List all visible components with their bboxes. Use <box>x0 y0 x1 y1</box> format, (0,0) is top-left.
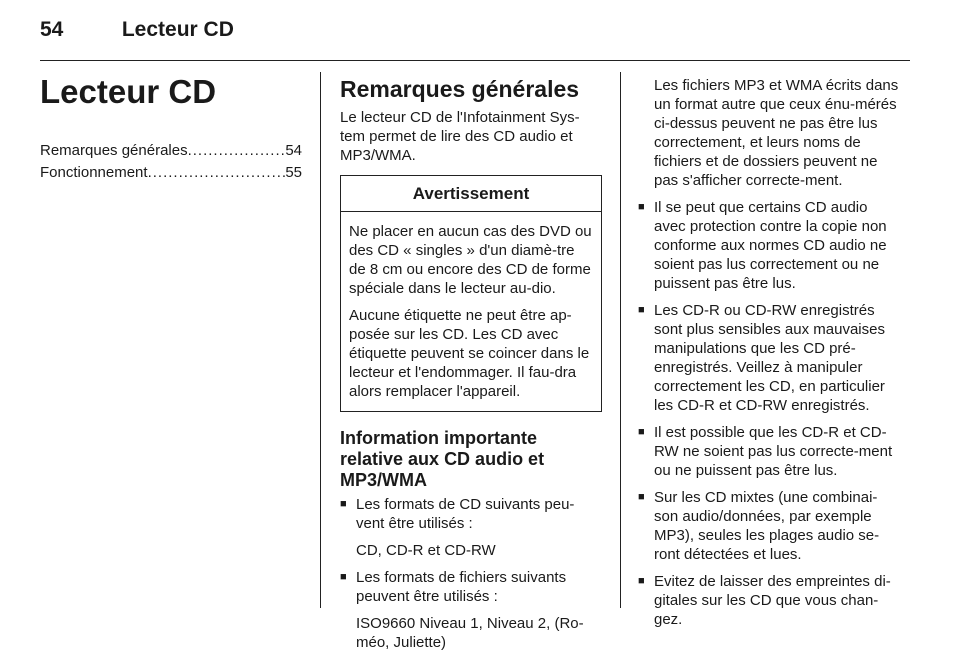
page-header <box>40 18 234 42</box>
warning-paragraph: Aucune étiquette ne peut être ap-posée sur les CD. Les CD avec étiquette peuvent se coincer dans le lecteur et l'endommager. Il fau-dra alors remplacer l'appareil. <box>349 307 590 400</box>
warning-body <box>341 212 601 411</box>
toc-entry-fonctionnement[interactable] <box>40 162 302 184</box>
column-divider <box>620 72 621 608</box>
bullet-item: ■ Les formats de fichiers suivants peuvent être utilisés : <box>340 568 602 606</box>
warning-box <box>340 175 602 412</box>
warning-heading: Avertissement <box>341 176 601 212</box>
bullet-item: ■ Les CD-R ou CD-RW enregistrés sont plus sensibles aux mauvaises manipulations que les CD pré-enregistrés. Veillez à manipuler correctement les CD, en particulier les CD-R et CD-RW enregistrés. <box>638 301 900 415</box>
continuation-paragraph: Les fichiers MP3 et WMA écrits dans un format autre que ceux énu-mérés ci-dessus peuvent ne pas être lus correctement, et leurs noms de fichiers et de dossiers peuvent ne pas s'afficher correcte-ment. <box>654 77 899 189</box>
content-column-3 <box>638 76 900 637</box>
toc-entry-page: 54 <box>285 142 302 159</box>
page-number: 54 <box>40 18 64 41</box>
bullet-item: ■ Sur les CD mixtes (une combinai-son audio/données, par exemple MP3), seules les plages audio se-ront détectées et lues. <box>638 488 900 564</box>
toc-leader-dots <box>148 162 286 184</box>
bullet-item: ■ Les formats de CD suivants peu-vent être utilisés : <box>340 495 602 533</box>
subsection-title: Information importante relative aux CD audio et MP3/WMA <box>340 428 545 490</box>
bullet-detail: ISO9660 Niveau 1, Niveau 2, (Ro-méo, Juliette) <box>356 615 584 651</box>
bullet-detail: CD, CD-R et CD-RW <box>356 542 496 559</box>
toc-entry-label: Remarques générales <box>40 142 188 159</box>
toc-entry-remarques[interactable] <box>40 140 302 162</box>
toc-column <box>40 72 302 184</box>
intro-paragraph: Le lecteur CD de l'Infotainment Sys-tem permet de lire des CD audio et MP3/WMA. <box>340 109 580 164</box>
chapter-title: Lecteur CD <box>40 73 217 110</box>
bullet-item: ■ Il se peut que certains CD audio avec protection contre la copie non conforme aux normes CD audio ne soient pas lus correctement ou ne puissent pas être lus. <box>638 198 900 293</box>
column-divider <box>320 72 321 608</box>
toc-entry-page: 55 <box>285 164 302 181</box>
bullet-item: ■ Evitez de laisser des empreintes di-gitales sur les CD que vous chan-gez. <box>638 572 900 629</box>
warning-paragraph: Ne placer en aucun cas des DVD ou des CD « singles » d'un diamè-tre de 8 cm ou encore des CD de forme spéciale dans le lecteur au-dio. <box>349 223 592 297</box>
running-section-title: Lecteur CD <box>121 18 234 41</box>
header-rule <box>40 60 910 61</box>
content-column-2 <box>340 76 602 660</box>
section-title: Remarques générales <box>340 76 580 102</box>
toc-leader-dots <box>188 140 286 162</box>
bullet-item: ■ Il est possible que les CD-R et CD-RW ne soient pas lus correcte-ment ou ne puissent pas être lus. <box>638 423 900 480</box>
toc-entry-label: Fonctionnement <box>40 164 148 181</box>
